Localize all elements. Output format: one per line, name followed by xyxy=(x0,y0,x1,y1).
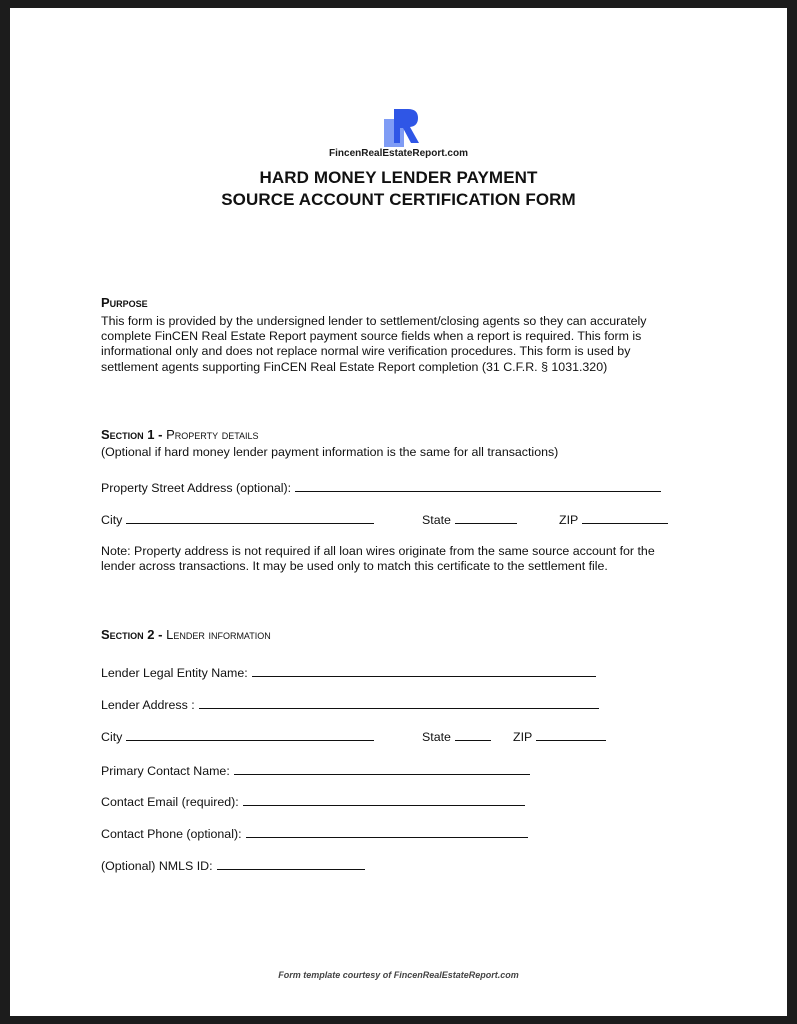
nmls-id-input-line[interactable] xyxy=(217,857,365,870)
primary-contact-field[interactable] xyxy=(101,762,530,778)
footer-credit: Form template courtesy of FincenRealEstateReport.com xyxy=(278,970,519,980)
lender-name-label: Lender Legal Entity Name: xyxy=(101,666,248,680)
property-zip-input-line[interactable] xyxy=(582,511,668,524)
lender-zip-label: ZIP xyxy=(513,730,533,744)
primary-contact-label: Primary Contact Name: xyxy=(101,764,230,778)
section-1-title: Property details xyxy=(166,427,259,442)
lender-city-input-line[interactable] xyxy=(126,728,374,741)
section-1-note xyxy=(101,544,655,574)
lender-zip-input-line[interactable] xyxy=(536,728,606,741)
property-street-input-line[interactable] xyxy=(295,479,661,492)
lender-address-label: Lender Address : xyxy=(101,698,195,712)
section-1-subtitle: (Optional if hard money lender payment information is the same for all transactions) xyxy=(101,445,559,459)
lender-address-input-line[interactable] xyxy=(199,696,599,709)
document-page xyxy=(10,8,787,1016)
section-1-number: Section 1 - xyxy=(101,427,163,442)
purpose-heading xyxy=(101,295,148,310)
lender-zip-field[interactable] xyxy=(513,728,606,744)
nmls-id-label: (Optional) NMLS ID: xyxy=(101,859,213,873)
lender-address-field[interactable] xyxy=(101,696,599,712)
section-2-title: Lender information xyxy=(166,627,271,642)
contact-email-field[interactable] xyxy=(101,793,525,809)
property-street-field[interactable] xyxy=(101,479,661,495)
lender-city-label: City xyxy=(101,730,123,744)
brand-logo-icon xyxy=(384,109,420,147)
lender-name-field[interactable] xyxy=(101,664,596,680)
property-street-label: Property Street Address (optional): xyxy=(101,481,292,495)
primary-contact-input-line[interactable] xyxy=(234,762,530,775)
contact-email-input-line[interactable] xyxy=(243,793,525,806)
contact-email-label: Contact Email (required): xyxy=(101,795,239,809)
form-title-line-1: HARD MONEY LENDER PAYMENT xyxy=(259,168,538,187)
property-zip-field[interactable] xyxy=(559,511,668,527)
lender-name-input-line[interactable] xyxy=(252,664,596,677)
purpose-line: complete FinCEN Real Estate Report payment source fields when a report is required. This form is xyxy=(101,329,642,344)
property-zip-label: ZIP xyxy=(559,513,579,527)
note-line: lender across transactions. It may be used only to match this certificate to the settlement file. xyxy=(101,559,608,574)
contact-phone-input-line[interactable] xyxy=(246,825,528,838)
contact-phone-label: Contact Phone (optional): xyxy=(101,827,242,841)
purpose-line: informational only and does not replace normal wire verification procedures. This form is used by xyxy=(101,344,631,359)
purpose-line: This form is provided by the undersigned lender to settlement/closing agents so they can accurately xyxy=(101,314,647,328)
nmls-id-field[interactable] xyxy=(101,857,365,873)
property-state-input-line[interactable] xyxy=(455,511,517,524)
lender-state-label: State xyxy=(422,730,451,744)
note-line: Note: Property address is not required if all loan wires originate from the same source account for the xyxy=(101,544,655,558)
section-2-heading xyxy=(101,627,271,642)
purpose-paragraph xyxy=(101,314,647,375)
purpose-heading-text: Purpose xyxy=(101,295,148,310)
purpose-line: settlement agents supporting FinCEN Real Estate Report completion (31 C.F.R. § 1031.320) xyxy=(101,359,608,374)
lender-city-field[interactable] xyxy=(101,728,374,744)
property-city-input-line[interactable] xyxy=(126,511,374,524)
property-state-field[interactable] xyxy=(422,511,517,527)
lender-state-input-line[interactable] xyxy=(455,728,491,741)
contact-phone-field[interactable] xyxy=(101,825,528,841)
property-state-label: State xyxy=(422,513,451,527)
form-title-line-2: SOURCE ACCOUNT CERTIFICATION FORM xyxy=(221,190,576,209)
property-city-field[interactable] xyxy=(101,511,374,527)
site-name: FincenRealEstateReport.com xyxy=(329,148,468,159)
section-1-heading xyxy=(101,427,259,442)
lender-state-field[interactable] xyxy=(422,728,491,744)
section-2-number: Section 2 - xyxy=(101,627,163,642)
property-city-label: City xyxy=(101,513,123,527)
